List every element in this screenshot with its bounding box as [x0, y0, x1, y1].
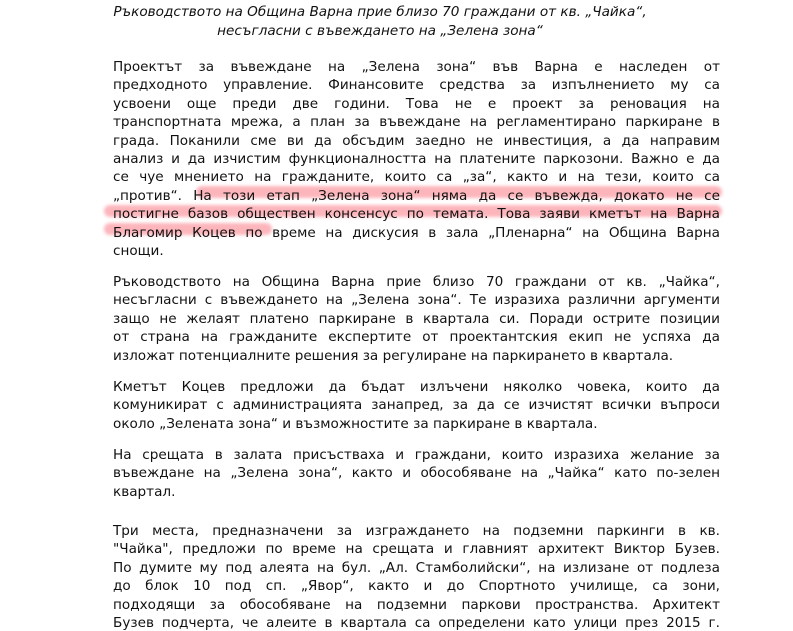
paragraph-line: до блок 10 под сп. „Явор“, както и до Спортното училище, са зони, — [113, 578, 720, 595]
paragraph-line: защо не желаят платено паркиране в квартала си. Поради острите позиции — [113, 310, 720, 327]
paragraph-4 — [113, 446, 720, 501]
paragraph-line: около „Зелената зона“ и възможностите за паркиране в квартала. — [113, 415, 598, 432]
paragraph-line: Благомир Коцев по време на дискусия в зала „Пленарна“ на Община Варна — [113, 224, 720, 241]
paragraph-line: несъгласни с въвеждането на „Зелена зона“. Те изразиха различни аргументи — [113, 292, 720, 309]
paragraph-line: На срещата в залата присъстваха и граждани, които изразиха желание за — [113, 447, 720, 463]
paragraph-3 — [113, 378, 720, 433]
paragraph-line: Три места, предназначени за изграждането на подземни паркинги в кв. — [113, 523, 720, 539]
paragraph-line: Бузев подчерта, че алеите в квартала са определени като улици през 2015 г. — [113, 614, 720, 631]
paragraph-line: усвоени още преди две години. Това не е проект за реновация на — [113, 95, 720, 112]
paragraph-line: изложат потенциалните решения за регулиране на паркирането в квартала. — [113, 347, 674, 364]
document-title-line-2: несъгласни с въвеждането на „Зелена зона“ — [217, 23, 543, 39]
paragraph-line: анализ и да изчистим функционалността на платените паркозони. Важно е да — [113, 150, 720, 167]
paragraph-line: „против“. На този етап „Зелена зона“ няма да се въвежда, докато не се — [113, 187, 720, 204]
paragraph-line: квартал. — [113, 483, 176, 500]
paragraph-line: от страна на гражданите експертите от проектантския екип не успяха да — [113, 329, 720, 346]
paragraph-2 — [113, 273, 720, 365]
paragraph-line: се чуе мнението на гражданите, които са „за“, както и на тези, които са — [113, 169, 720, 186]
paragraph-line: "Чайка", предложи по време на срещата и главният архитект Виктор Бузев. — [113, 541, 720, 558]
paragraph-line: По думите му под алеята на бул. „Ал. Стамболийски“, на излизане от подлеза — [113, 559, 720, 576]
paragraph-line: града. Поканили сме ви да обсъдим заедно не инвестиция, а да направим — [113, 132, 720, 149]
paragraph-line: Проектът за въвеждане на „Зелена зона“ във Варна е наследен от — [113, 59, 720, 75]
paragraph-line: постигне базов обществен консенсус по темата. Това заяви кметът на Варна — [113, 206, 720, 223]
paragraph-line: Кметът Коцев предложи да бъдат излъчени няколко човека, които да — [113, 379, 720, 395]
paragraph-line: предходното управление. Финансовите средства за изпълнението му са — [113, 77, 720, 94]
paragraph-line: въвеждане на „Зелена зона“, както и обособяване на „Чайка“ като по-зелен — [113, 465, 720, 482]
document-title-line-1: Ръководството на Община Варна прие близо 70 граждани от кв. „Чайка“, — [113, 4, 647, 20]
paragraph-line: подходящи за обособяване на подземни паркови пространства. Архитект — [113, 596, 720, 613]
paragraph-line: транспортната мрежа, а план за въвеждане на регламентирано паркиране в — [113, 114, 720, 131]
paragraph-1 — [113, 58, 720, 260]
paragraph-5 — [113, 522, 720, 631]
paragraph-line: Ръководството на Община Варна прие близо 70 граждани от кв. „Чайка“, — [113, 274, 720, 290]
paragraph-line: снощи. — [113, 242, 164, 259]
paragraph-line: комуникират с администрацията занапред, за да се изчистят всички въпроси — [113, 397, 720, 414]
